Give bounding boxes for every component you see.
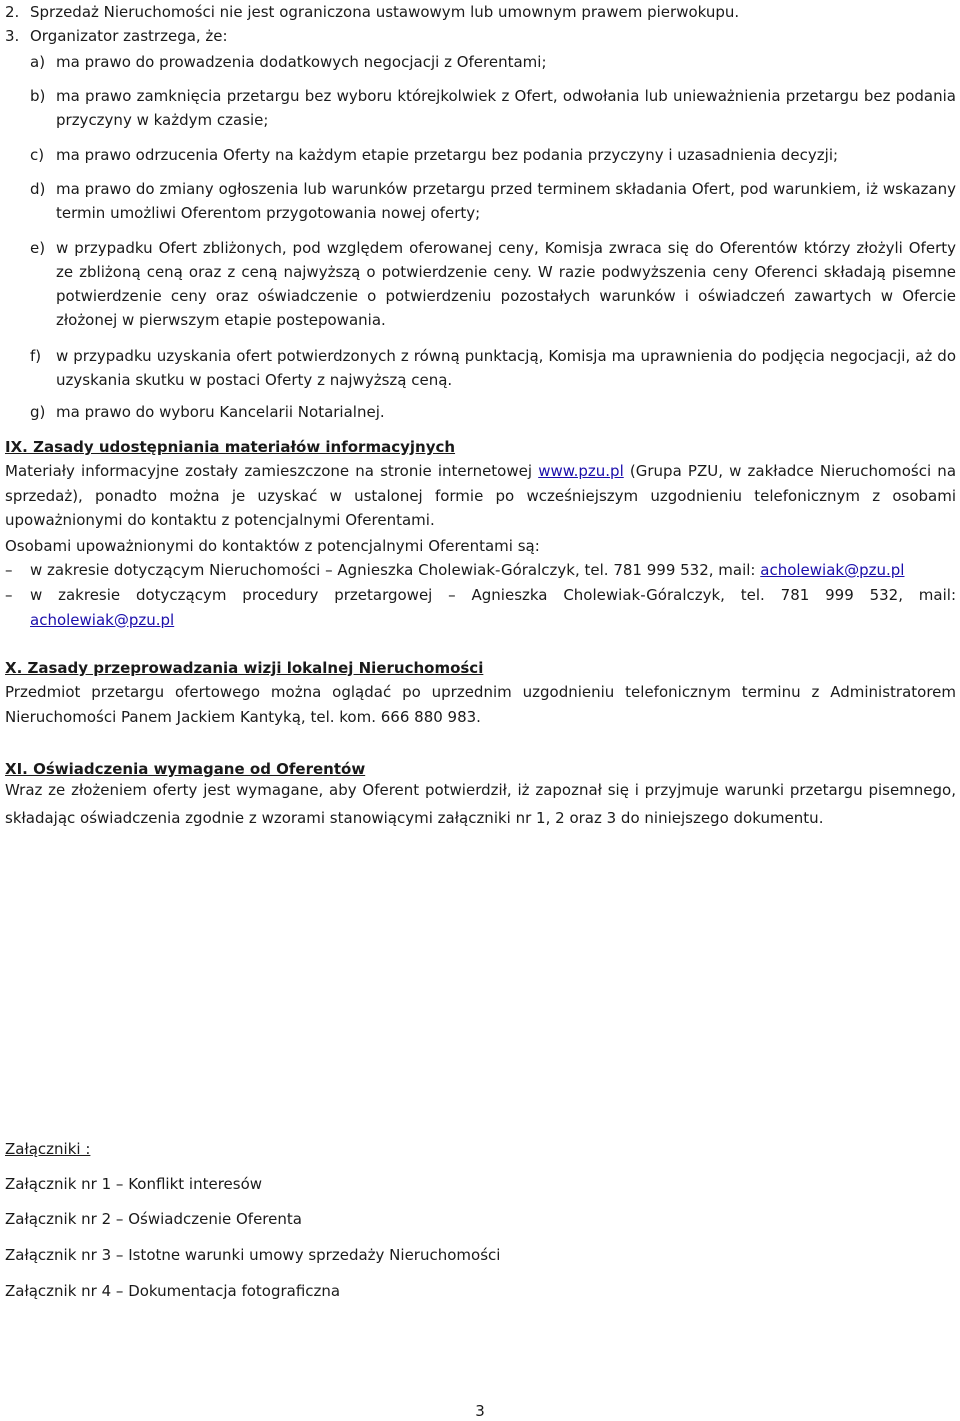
sub-item-g xyxy=(30,400,956,424)
dash-bullet: – xyxy=(5,586,13,604)
contact-item-procedure-text: w zakresie dotyczącym procedury przetargowej – Agnieszka Cholewiak-Góralczyk, tel. 781 999 532, mail: xyxy=(30,586,956,604)
sub-item-e-text: w przypadku Ofert zbliżonych, pod względem oferowanej ceny, Komisja zwraca się do Oferentów którzy złożyli Oferty ze zbliżoną ceną oraz z ceną najwyższą o potwierdzenie ceny. W razie podwyższenia ceny Oferenci składają pisemne potwierdzenie ceny oraz oświadczenie o potwierdzeniu pozostałych warunków i oświadczeń zawartych w Ofercie złożonej w pierwszym etapie postepowania. xyxy=(56,239,956,329)
page-number: 3 xyxy=(475,1402,485,1420)
dash-bullet: – xyxy=(5,561,13,579)
section-ix-heading: IX. Zasady udostępniania materiałów informacyjnych xyxy=(5,438,456,456)
section-x-paragraph: Przedmiot przetargu ofertowego można oglądać po uprzednim uzgodnieniu telefonicznym terminu z Administratorem Nieruchomości Panem Jackiem Kantyką, tel. kom. 666 880 983. xyxy=(5,683,956,726)
sub-item-g-text: ma prawo do wyboru Kancelarii Notarialnej. xyxy=(56,403,385,421)
contact-item-property xyxy=(5,558,956,583)
contact-email-link[interactable]: acholewiak@pzu.pl xyxy=(760,561,905,579)
attachment-item-2: Załącznik nr 2 – Oświadczenie Oferenta xyxy=(5,1210,302,1228)
sub-item-a-label: a) xyxy=(30,53,46,71)
sub-item-d-label: d) xyxy=(30,180,46,198)
contact-item-property-text: w zakresie dotyczącym Nieruchomości – Agnieszka Cholewiak-Góralczyk, tel. 781 999 532, mail: xyxy=(30,561,761,579)
sub-item-b xyxy=(30,84,956,132)
sub-item-a xyxy=(30,50,956,74)
sub-item-b-label: b) xyxy=(30,87,46,105)
section-xi-line-2: składając oświadczenia zgodnie z wzorami stanowiącymi załączniki nr 1, 2 oraz 3 do niniejszego dokumentu. xyxy=(5,809,824,827)
sub-item-f-text: w przypadku uzyskania ofert potwierdzonych z równą punktacją, Komisja ma uprawnienia do podjęcia negocjacji, aż do uzyskania skutku w postaci Oferty z najwyższą ceną. xyxy=(56,347,956,389)
sub-item-e-label: e) xyxy=(30,239,46,257)
sub-item-g-label: g) xyxy=(30,403,46,421)
sub-item-c-text: ma prawo odrzucenia Oferty na każdym etapie przetargu bez podania przyczyny i uzasadnienia decyzji; xyxy=(56,146,839,164)
section-xi-heading: XI. Oświadczenia wymagane od Oferentów xyxy=(5,760,366,778)
attachments-title: Załączniki : xyxy=(5,1140,91,1158)
section-ix-paragraph xyxy=(5,459,956,533)
sub-item-f xyxy=(30,344,956,392)
sub-item-d-text: ma prawo do zmiany ogłoszenia lub warunków przetargu przed terminem składania Ofert, pod warunkiem, iż wskazany termin umożliwi Oferentom przygotowania nowej oferty; xyxy=(56,180,956,222)
sub-item-c xyxy=(30,143,956,167)
sub-item-f-label: f) xyxy=(30,347,42,365)
sub-item-a-text: ma prawo do prowadzenia dodatkowych negocjacji z Oferentami; xyxy=(56,53,547,71)
sub-item-d xyxy=(30,177,956,225)
section-ix-text-after-link: (Grupa PZU, w zakładce Nieruchomości na sprzedaż), ponadto można je uzyskać w ustalonej formie po wcześniejszym uzgodnieniu telefonicznym z osobami upoważnionymi do kontaktu z potencjalnymi Oferentami. xyxy=(5,462,957,529)
list-item-2-text: Sprzedaż Nieruchomości nie jest ograniczona ustawowym lub umownym prawem pierwokupu. xyxy=(30,3,740,21)
list-number-3: 3. xyxy=(5,27,20,45)
list-number-2: 2. xyxy=(5,3,20,21)
attachment-item-1: Załącznik nr 1 – Konflikt interesów xyxy=(5,1175,263,1193)
contact-item-procedure xyxy=(5,583,956,632)
pzu-website-link[interactable]: www.pzu.pl xyxy=(538,462,624,480)
attachment-item-3: Załącznik nr 3 – Istotne warunki umowy sprzedaży Nieruchomości xyxy=(5,1246,501,1264)
sub-item-c-label: c) xyxy=(30,146,45,164)
sub-item-b-text: ma prawo zamknięcia przetargu bez wyboru którejkolwiek z Ofert, odwołania lub unieważnienia przetargu bez podania przyczyny w każdym czasie; xyxy=(56,87,956,129)
section-x-heading: X. Zasady przeprowadzania wizji lokalnej Nieruchomości xyxy=(5,659,484,677)
list-item-3-text: Organizator zastrzega, że: xyxy=(30,27,228,45)
section-ix-contacts-intro: Osobami upoważnionymi do kontaktów z potencjalnymi Oferentami są: xyxy=(5,537,540,555)
attachment-item-4: Załącznik nr 4 – Dokumentacja fotograficzna xyxy=(5,1282,341,1300)
sub-item-e xyxy=(30,236,956,332)
contact-email-link[interactable]: acholewiak@pzu.pl xyxy=(30,610,175,629)
section-ix-text-before-link: Materiały informacyjne zostały zamieszczone na stronie internetowej xyxy=(5,462,539,480)
section-xi-line-1: Wraz ze złożeniem oferty jest wymagane, aby Oferent potwierdził, iż zapoznał się i przyjmuje warunki przetargu pisemnego, xyxy=(5,781,956,799)
